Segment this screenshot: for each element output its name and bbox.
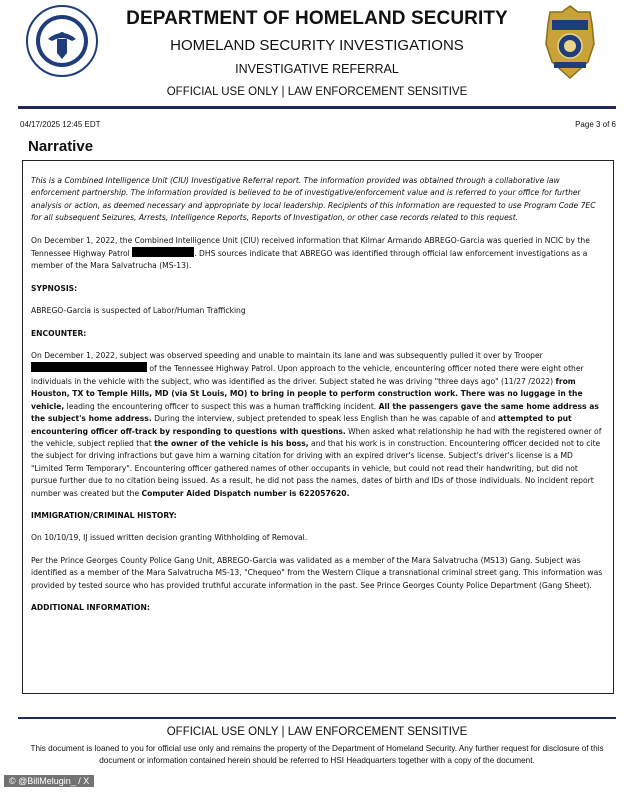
hsi-badge-icon — [544, 4, 596, 80]
page-number: Page 3 of 6 — [575, 120, 616, 129]
synopsis-heading: SYPNOSIS: — [31, 283, 78, 293]
section-title: Narrative — [28, 138, 94, 155]
redaction-block — [132, 247, 194, 257]
classification-header: OFFICIAL USE ONLY | LAW ENFORCEMENT SENSITIVE — [166, 86, 468, 98]
footer-divider — [18, 717, 616, 719]
narrative-box — [22, 160, 614, 694]
image-credit: © @BillMelugin_ / X — [4, 775, 94, 787]
history-text-1: On 10/10/19, IJ issued written decision granting Withholding of Removal. — [31, 533, 308, 543]
encounter-text-2: of the Tennessee Highway Patrol. Upon approach to the vehicle, encountering officer noted there were eight other individuals in the vehicle with the subject, who was identified as the driver. Subject stated he was driving "three days ago" (11/27 /2022) — [31, 364, 584, 386]
encounter-bold-3: attempted to put encountering officer off-track by responding to questions with questions. — [31, 414, 572, 436]
encounter-text-6: and that his work is in construction. Encountering officer decided not to cite the subject for driving infractions but gave him a warning citation for driving with an expired driver's license. Subject's driver's license is a MD "Limited Term Temporary". Encountering officer gathered names of other occupants in vehicle, but could not read their handwriting, but did not pursue further due to no citation being issued. As a result, he did not pass the names, dates of birth and IDs of those individuals. No incident report number was created but the — [31, 438, 601, 498]
encounter-text-5: When asked what relationship he had with the registered owner of the vehicle, subject replied that — [31, 426, 602, 448]
referral-label: INVESTIGATIVE REFERRAL — [235, 62, 399, 76]
report-datetime: 04/17/2025 12:45 EDT — [20, 120, 101, 129]
ciu-paragraph — [31, 235, 603, 273]
additional-heading: ADDITIONAL INFORMATION: — [31, 602, 150, 612]
disclaimer-text: This document is loaned to you for official use only and remains the property of the Department of Homeland Security. Any further request for disclosure of this document or information contained herein should be referred to HSI Headquarters together with a copy of the document. — [30, 744, 604, 766]
history-text-2: Per the Prince Georges County Police Gang Unit, ABREGO-Garcia was validated as a member of the Mara Salvatrucha (MS13) Gang. Subject was identified as a member of the Mara Salvatrucha MS-13, "Chequeo" from the Western Clique a transnational criminal street gang. This information was provided by tested source who has provided truthful accurate information in the past. See Prince Georges County Police Department (Gang Sheet). — [31, 555, 603, 590]
ciu-text-a: On December 1, 2022, the Combined Intelligence Unit (CIU) received information that Kilmar Armando ABREGO-Garcia was queried in NCIC by the Tennessee Highway Patrol — [31, 235, 590, 259]
encounter-bold-5: Computer Aided Dispatch number is 622057620. — [141, 488, 350, 498]
encounter-heading: ENCOUNTER: — [31, 328, 87, 338]
encounter-paragraph — [31, 350, 603, 500]
classification-footer: OFFICIAL USE ONLY | LAW ENFORCEMENT SENSITIVE — [166, 726, 468, 738]
narrative-content — [31, 175, 603, 624]
redaction-block — [31, 362, 147, 372]
encounter-text-1: On December 1, 2022, subject was observed speeding and unable to maintain its lane and was subsequently pulled it over by Trooper — [31, 351, 543, 361]
encounter-text-3: leading the encountering officer to suspect this was a human trafficking incident. — [64, 401, 379, 411]
encounter-bold-1: from Houston, TX to Temple Hills, MD (via St Louis, MO) to bring in people to perform construction work. There was no luggage in the vehicle, — [31, 376, 583, 411]
encounter-bold-4: the owner of the vehicle is his boss, — [154, 438, 309, 448]
header-divider — [18, 106, 616, 109]
agency-subtitle: HOMELAND SECURITY INVESTIGATIONS — [170, 37, 464, 54]
synopsis-text: ABREGO-Garcia is suspected of Labor/Human Trafficking — [31, 306, 246, 316]
ciu-text-b: . DHS sources indicate that ABREGO was identified through official law enforcement investigations as a member of the Mara Salvatrucha (MS-13). — [31, 249, 588, 271]
history-heading: IMMIGRATION/CRIMINAL HISTORY: — [31, 510, 177, 520]
encounter-text-4: During the interview, subject pretended to speak less English than he was capable of and — [151, 414, 498, 424]
encounter-bold-2: All the passengers gave the same home address as the subject's home address. — [31, 401, 599, 424]
intro-paragraph: This is a Combined Intelligence Unit (CIU) Investigative Referral report. The information provided was obtained through a collaborative law enforcement partnership. The information provided is believed to be of investigative/enforcement value and is referred to your office for further analysis or action, as deemed necessary and appropriate by local leadership. Recipients of this information are requested to use Program Code 7EC for all subsequent Seizures, Arrests, Intelligence Reports, Reports of Investigation, or other case records related to this request. — [31, 176, 596, 223]
page-title: DEPARTMENT OF HOMELAND SECURITY — [126, 8, 508, 29]
